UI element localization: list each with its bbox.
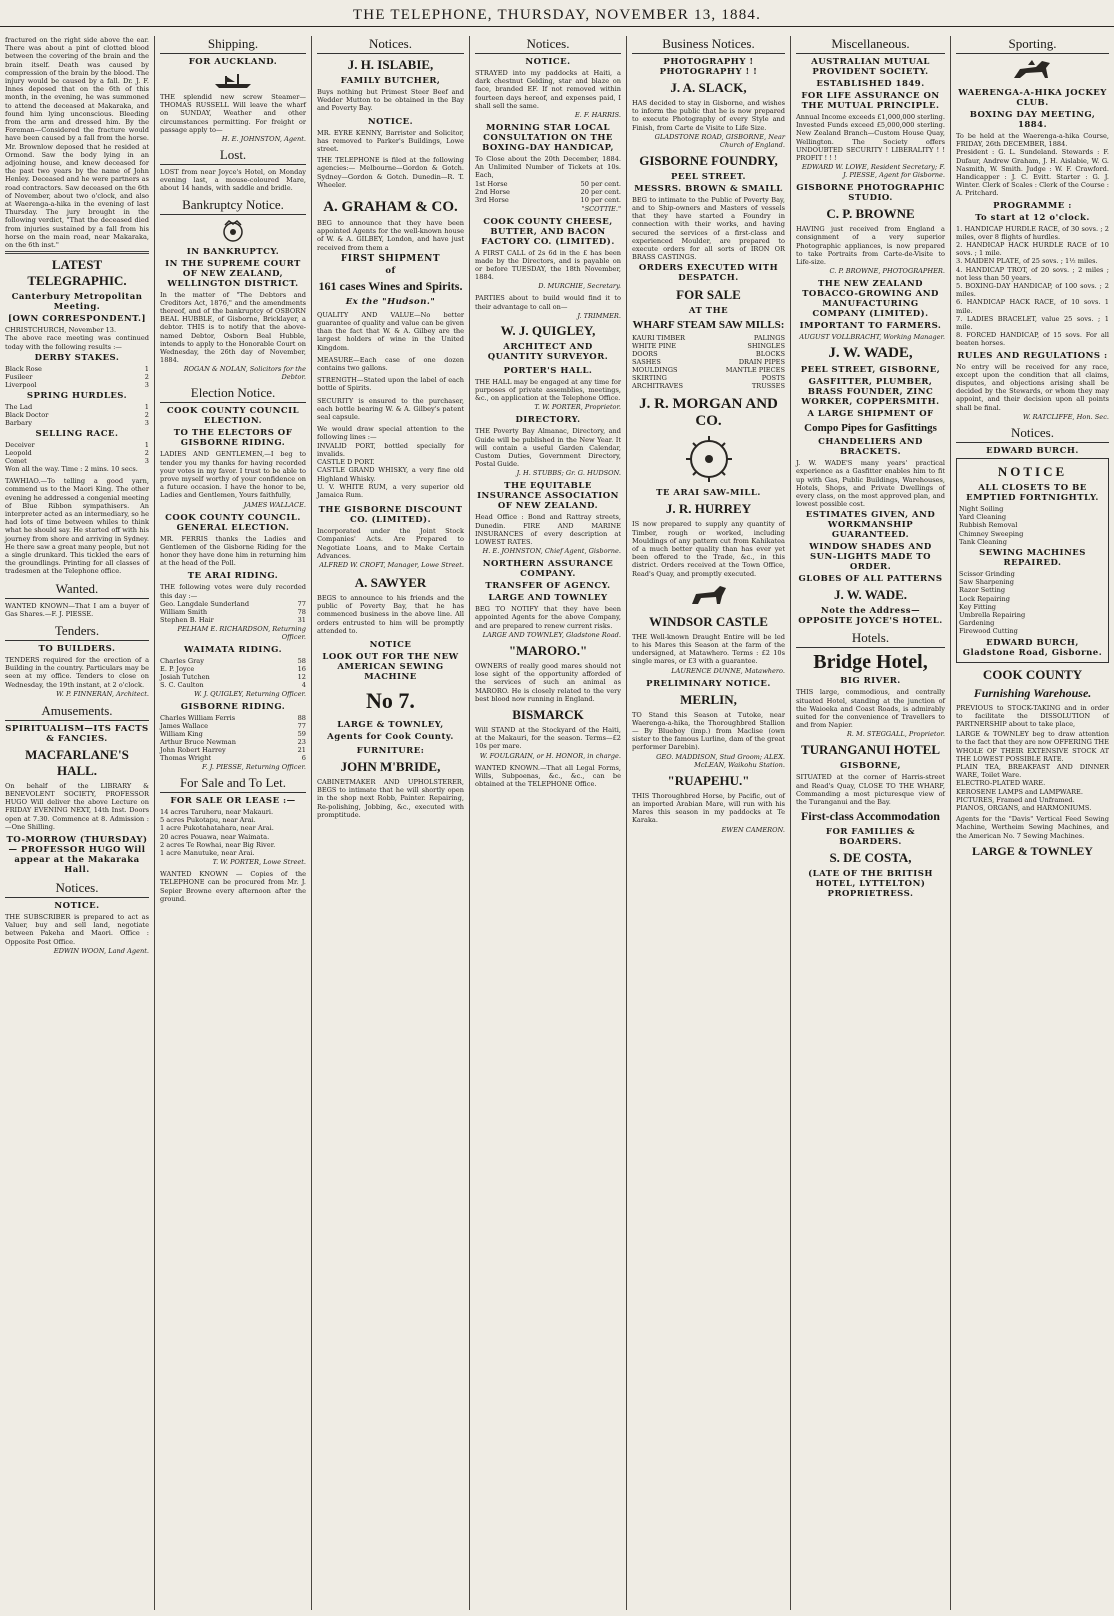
election-title-2: COOK COUNTY COUNCIL. GENERAL ELECTION. <box>165 512 301 533</box>
tobacco-title: THE NEW ZEALAND TOBACCO-GROWING AND MANUFACTURING COMPANY (LIMITED). <box>802 279 939 320</box>
wade-text: J. W. WADE'S many years' practical experience as a Gasfitter enables him to fit up with Gas, Public Buildings, Warehouses, Hotels, Shops, and Private Dwellings of every class, on the most approved plan, and lowest possible cost. <box>796 459 945 509</box>
tenders-signature: W. P. FINNERAN, Architect. <box>56 689 149 698</box>
quigley-subtitle: ARCHITECT AND QUANTITY SURVEYOR. <box>487 341 609 362</box>
tenders-heading: Tenders. <box>5 623 149 641</box>
column-business <box>627 36 791 1610</box>
notices-heading: Notices. <box>475 36 621 54</box>
burch-service: Gardening <box>959 619 995 628</box>
hotels-heading: Hotels. <box>796 630 945 648</box>
discount-text: Incorporated under the Joint Stock Companies' Acts. Are Prepared to Negotiate Loans, and to Make Certain Advances. <box>317 527 464 560</box>
amp-subtitle: FOR LIFE ASSURANCE ON THE MUTUAL PRINCIPLE. <box>801 91 940 111</box>
latest-telegraphic-heading: LATEST TELEGRAPHIC. <box>27 257 127 289</box>
discount-title: THE GISBORNE DISCOUNT CO. (LIMITED). <box>318 505 463 526</box>
equitable-title: THE EQUITABLE INSURANCE ASSOCIATION OF NEW ZEALAND. <box>477 481 619 512</box>
sale-item: 20 acres Pouawa, near Waimata. <box>160 832 270 841</box>
secretary-signature: W. RATCLIFFE, Hon. Sec. <box>1022 412 1109 421</box>
spring-heading: SPRING HURDLES. <box>26 390 128 401</box>
timber-row: DOORS BLOCKS <box>632 350 785 359</box>
spiritualism-title: SPIRITUALISM—ITS FACTS & FANCIES. <box>5 723 149 744</box>
estimates-line: ESTIMATES GIVEN, AND WORKMANSHIP GUARANTEED. <box>805 510 936 541</box>
directory-text: THE Poverty Bay Almanac, Directory, and Guide will be published in the New Year. It will contain a useful Garden Calendar, Custom Duties, Government Directory, Postal Guide. <box>475 427 621 469</box>
first-shipment: FIRST SHIPMENT <box>340 253 441 264</box>
wharf-mills-title: WHARF STEAM SAW MILLS: <box>632 319 785 332</box>
furnishing-title: Furnishing Warehouse. <box>973 685 1092 700</box>
trimmer-text: PARTIES about to build would find it to their advantage to call on— <box>475 294 621 311</box>
mcbride-title: JOHN M'BRIDE, <box>340 758 441 774</box>
sale-item: 1 acre Manutuke, near Arai. <box>160 848 255 857</box>
horse-icon <box>632 582 785 610</box>
porters-title: PORTER'S HALL. <box>503 365 593 376</box>
auckland-title: FOR AUCKLAND. <box>188 57 278 67</box>
tenders-title: TO BUILDERS. <box>38 643 116 654</box>
tenders-text: TENDERS required for the erection of a Building in the country. Particulars may be seen at my office. Tenders to close on Wednesday, the 19th instant, at 2 o'clock. <box>5 655 149 689</box>
royal-crest-icon <box>160 219 306 243</box>
election-text-1: LADIES AND GENTLEMEN,—I beg to tender you my thanks for having recorded your votes in my favor. I trust to be able to prove myself worthy of your confidence on a future occasion. I have the honor to be, Ladies and Gentlemen, Yours faithfully, <box>160 450 306 500</box>
race-entry: 1. HANDICAP HURDLE RACE, of 30 sovs. ; 2 miles, over 8 flights of hurdles. <box>956 224 1109 241</box>
stock-item: PLAIN TEA, BREAKFAST AND DINNER WARE, Toilet Ware. <box>956 762 1109 780</box>
northern-signature: LARGE AND TOWNLEY, Gladstone Road. <box>482 630 621 639</box>
maroro-title: "MARORO." <box>508 642 588 658</box>
election-title-5: GISBORNE RIDING. <box>180 701 286 712</box>
burch-service: Tank Cleaning <box>959 537 1007 546</box>
vote-row: Geo. Langdale Sunderland 77 <box>160 599 306 608</box>
stock-text: PREVIOUS to STOCK-TAKING and in order to facilitate the DISSOLUTION of PARTNERSHIP about to take place, <box>956 703 1109 728</box>
discount-signature: ALFRED W. CROFT, Manager, Lowe Street. <box>319 560 464 569</box>
stock-item: PICTURES, Framed and Unframed. <box>956 795 1075 804</box>
bankruptcy-court: IN THE SUPREME COURT OF NEW ZEALAND, WELLINGTON DISTRICT. <box>165 258 301 289</box>
business-heading: Business Notices. <box>632 36 785 54</box>
rules-text: No entry will be received for any race, except upon the condition that all claims, disputes, and objections arising shall be decided by the Stewards, or whom they may appoint, and their decision upon all points shall be final. <box>956 362 1109 412</box>
turanganui-title: TURANGANUI HOTEL <box>800 742 941 758</box>
racehorse-icon <box>956 58 1109 84</box>
stock-item: ELECTRO-PLATED WARE. <box>956 779 1046 788</box>
turanganui-town: GISBORNE, <box>840 761 901 772</box>
race-entry: 4. HANDICAP TROT, of 20 sovs. ; 2 miles ; not less than 50 years. <box>956 265 1109 282</box>
wade-trades: GASFITTER, PLUMBER, BRASS FOUNDER, ZINC WORKER, COPPERSMITH. <box>801 377 940 408</box>
jockey-club-title: WAERENGA-A-HIKA JOCKEY CLUB. <box>958 88 1107 108</box>
timber-row: MOULDINGS MANTLE PIECES <box>632 366 785 375</box>
ruapehu-title: "RUAPEHU." <box>667 772 750 788</box>
wanted-heading: Wanted. <box>5 581 149 599</box>
sale-item: 14 acres Taruheru, near Makauri. <box>160 807 274 816</box>
vote-row: E. P. Joyce 16 <box>160 664 306 673</box>
result-row: Leopold 2 <box>5 448 149 457</box>
race-entry: 3. MAIDEN PLATE, of 25 sovs. ; 1½ miles. <box>956 257 1098 266</box>
bankruptcy-heading: Bankruptcy Notice. <box>160 197 306 215</box>
prize-row: 3rd Horse 10 per cent. <box>475 195 621 204</box>
dateline: CHRISTCHURCH, November 13. <box>5 326 117 335</box>
start-time: To start at 12 o'clock. <box>975 212 1090 223</box>
sewing-line: SEWING MACHINES REPAIRED. <box>979 547 1086 568</box>
timber-row: WHITE PINE SHINGLES <box>632 342 785 351</box>
saw-blade-icon <box>632 434 785 484</box>
wine-line: CASTLE D PORT. <box>317 458 375 467</box>
result-row: Barbary 3 <box>5 418 149 427</box>
notice-title: NOTICE. <box>54 900 100 911</box>
for-sale-heading: For Sale and To Let. <box>160 775 306 793</box>
preliminary-title: PRELIMINARY NOTICE. <box>646 678 771 689</box>
porters-text: THE HALL may be engaged at any time for purposes of private assemblies, meetings, &c., on application at the Telephone Office. <box>475 377 621 403</box>
election-subtitle-1: TO THE ELECTORS OF GISBORNE RIDING. <box>173 428 293 449</box>
cases-title: 161 cases Wines and Spirits. <box>318 278 463 293</box>
burch-name: EDWARD BURCH. <box>986 445 1079 456</box>
inquest-report: fractured on the right side above the ear. There was about a pint of clotted blood between the covering of the brain and the brain itself. Death was caused by compression of the brain by the blood. The injury would be caused by a fall. Dr. J. F. Innes deposed that on the 6th of this month, in the evening, he was summoned to attend the deceased at Makaraka, and found him lying unconscious. Bleeding from the arm and dressed him. By the Foreman—Considered the fracture would have been caused by a fall from the horse. Mr. Brownlow deposed that he resided at Ormond. Saw the body lying in an adjoining house, and knew deceased for the past two years by the name of John Henley. Deceased and he were partners as road contractors. Saw deceased on the 6th of November, about two o'clock, and also at Waerenga-a-hika in the evening of last Thursday. The jury brought in the following verdict, "That the deceased died from injuries sustained by a fall from his horse on the main road, near Makaraka, on the 6th inst." <box>5 36 149 250</box>
quality-text: QUALITY AND VALUE—No better guarantee of quality and value can be given than the fact that W. & A. Gilbey are the largest holders of wine in the United Kingdom. <box>317 310 464 352</box>
cook-county-title: COOK COUNTY <box>982 666 1083 682</box>
first-class-title: First-class Accommodation <box>801 809 940 824</box>
measure-text: MEASURE—Each case of one dozen contains two gallons. <box>317 355 464 373</box>
election-heading: Election Notice. <box>160 385 306 403</box>
morning-star-title: MORNING STAR LOCAL CONSULTATION ON THE BOXING-DAY HANDICAP, <box>482 123 614 154</box>
column-notices-1 <box>312 36 470 1610</box>
burch-service: Saw Sharpening <box>959 578 1014 587</box>
foundry-street: PEEL STREET. <box>671 171 746 182</box>
vote-row: Charles William Ferris 88 <box>160 713 306 722</box>
northern-title: NORTHERN ASSURANCE COMPANY. <box>482 559 614 580</box>
sawyer-title: A. SAWYER <box>354 574 427 590</box>
cheese-title: COOK COUNTY CHEESE, BUTTER, AND BACON FACTORY CO. (LIMITED). <box>481 216 615 247</box>
vote-row: James Wallace 77 <box>160 721 306 730</box>
notices-heading: Notices. <box>317 36 464 54</box>
notice-text: THE SUBSCRIBER is prepared to act as Valuer, buy and sell land, negotiate between Pakeha and Maori. Office : Opposite Post Office. <box>5 912 149 946</box>
held-line: To be held at the Waerenga-a-hika Course, FRIDAY, 26th DECEMBER, 1884. <box>956 132 1109 149</box>
notices-heading: Notices. <box>956 425 1109 443</box>
large-townley-footer: LARGE & TOWNLEY <box>972 843 1093 858</box>
column-miscellaneous <box>791 36 951 1610</box>
bridge-hotel-title: Bridge Hotel, <box>813 651 928 674</box>
quigley-title: W. J. QUIGLEY, <box>500 322 596 338</box>
tawhiao-article: TAWHIAO.—To telling a good yarn, commend us to the Maori King. The other evening he addressed a congenial meeting of Blue Ribbon sympathisers. An interpreter acted as an intermediary, so he had lots of time between whiles to think what he should say. He started off with his journey from shore and arriving in Sydney. He there saw a great many people, but not a single drunkard. This tickled the ears of the groundlings. Printing for all classes of tradesmen at the Telephone office. <box>5 477 149 576</box>
closets-line: ALL CLOSETS TO BE EMPTIED FORTNIGHTLY. <box>966 482 1099 503</box>
burch-service: Razor Setting <box>959 586 1006 595</box>
merlin-title: MERLIN, <box>680 691 737 707</box>
slack-text: HAS decided to stay in Gisborne, and wishes to inform the public that he is now prepared to execute Photography of every Style and Finish, from Carte de Visite to Life Size. <box>632 99 785 132</box>
amp-title: AUSTRALIAN MUTUAL PROVIDENT SOCIETY. <box>811 57 930 77</box>
tomorrow-notice: TO-MORROW (THURSDAY)— PROFESSOR HUGO Will appear at the Makaraka Hall. <box>6 834 148 875</box>
result-row: Deceiver 1 <box>5 440 149 449</box>
sawyer-text: BEGS to announce to his friends and the public of Poverty Bay, that he has commenced business in the above line. All orders entrusted to him will be promptly attended to. <box>317 593 464 635</box>
turanganui-text: SITUATED at the corner of Harris-street and Read's Quay, CLOSE TO THE WHARF, Commanding a most picturesque view of the Turanganui and the Bay. <box>796 773 945 807</box>
costa-title: S. DE COSTA, <box>829 850 912 866</box>
race-entry: 7. LADIES BRACELET, value 25 sovs. ; 1 mile. <box>956 314 1109 332</box>
big-river: BIG RIVER. <box>840 676 901 687</box>
amp-text: Annual Income exceeds £1,000,000 sterling. Invested Funds exceed £5,000,000 sterling. New Zealand Branch—Custom House Quay, Wellington. The Society offers UNDOUBTED SECURITY ! LIBERALITY ! ! PROFIT ! ! ! <box>796 113 945 163</box>
race-entry: 8. FORCED HANDICAP, of 15 sovs. For all beaten horses. <box>956 331 1109 348</box>
election-title-1: COOK COUNTY COUNCIL ELECTION. <box>166 406 300 427</box>
result-row: The Lad 1 <box>5 402 149 411</box>
result-row: Black Doctor 2 <box>5 410 149 419</box>
notice-big: NOTICE <box>997 463 1068 479</box>
burch-service: Night Soiling <box>959 504 1004 513</box>
derby-heading: DERBY STAKES. <box>34 352 120 363</box>
shipping-heading: Shipping. <box>160 36 306 54</box>
strayed-text: STRAYED into my paddocks at Haiti, a dark chestnut Gelding, star and blaze on face, branded EF. If not removed within fourteen days hereof, and expenses paid, I shall sell the same. <box>475 69 621 110</box>
costa-subtitle: (LATE OF THE BRITISH HOTEL, LYTTELTON) PROPRIETRESS. <box>808 869 933 900</box>
slack-title: J. A. SLACK, <box>670 80 747 95</box>
amusements-heading: Amusements. <box>5 703 149 721</box>
northern-text: BEG TO NOTIFY that they have been appointed Agents for the above Company, and are prepared to renew current risks. <box>475 605 621 630</box>
officials-text: President : G. L. Sundeland. Stewards : F. Dufaur, Andrew Graham, J. H. Aislabie, W. G. Nasmith, W. Smith. Judge : W. F. Crawford. Handicapper : J. C. Evitt. Starter : G. J. Winter. Clerk of Scales : Clerk of the Course : A. Pritchard. <box>956 148 1109 198</box>
notice-title: NOTICE. <box>525 57 571 67</box>
notices-heading: Notices. <box>5 880 149 898</box>
lookout-text: LOOK OUT FOR THE NEW AMERICAN SEWING MACHINE <box>322 651 459 682</box>
merlin-text: TO Stand this Season at Tutoke, near Waerenga-a-hika, the Thoroughbred Stallion— By Blueboy (imp.) from Maclise (own sister to the famous Lurline, dam of the great performer Darebin). <box>632 710 785 752</box>
wanted-copies: WANTED KNOWN — Copies of the TELEPHONE can be procured from Mr. J. Sepier Browne every afternoon after the ground. <box>160 870 306 903</box>
wine-line: U. V. WHITE RUM, a very superior old Jamaica Rum. <box>317 482 464 499</box>
election-title-3: TE ARAI RIDING. <box>187 571 279 582</box>
islabie-title: J. H. ISLABIE, <box>347 57 434 72</box>
result-row: Liverpool 3 <box>5 380 149 389</box>
notice-title: NOTICE <box>369 639 412 650</box>
election-signature-4: W. J. QUIGLEY, Returning Officer. <box>194 689 306 698</box>
lost-text: LOST from near Joyce's Hotel, on Monday evening last, a mouse-coloured Mare, about 14 hands, with saddle and bridle. <box>160 168 306 193</box>
timber-row: ARCHITRAVES TRUSSES <box>632 382 785 391</box>
established-line: ESTABLISHED 1849. <box>816 79 925 89</box>
hall-title: MACFARLANE'S HALL. <box>25 746 129 778</box>
programme-title: PROGRAMME : <box>993 200 1072 211</box>
burch-service: Yard Cleaning <box>959 513 1007 522</box>
vote-row: Charles Gray 58 <box>160 656 306 665</box>
slack-signature: GLADSTONE ROAD, GISBORNE, Near Church of England. <box>654 132 785 149</box>
masthead: THE TELEPHONE, THURSDAY, NOVEMBER 13, 1884. <box>0 0 1114 27</box>
transfer-title: TRANSFER OF AGENCY. <box>485 581 611 592</box>
bismarck-signature: W. FOULGRAIN, or H. HONOR, in charge. <box>479 751 621 760</box>
race-entry: 5. BOXING-DAY HANDICAP, of 100 sovs. ; 2 miles. <box>956 282 1109 299</box>
burch-service: Scissor Grinding <box>959 569 1015 578</box>
browne-title: C. P. BROWNE <box>826 206 915 222</box>
large-townley: LARGE AND TOWNLEY <box>488 593 608 604</box>
chandeliers: CHANDELIERS AND BRACKETS. <box>818 437 923 458</box>
browne-text: HAVING just received from England a consignment of a very superior Photographic appliances, is now prepared to take Portraits from Carte-de-Visite to Life-size. <box>796 225 945 267</box>
foundry-title: GISBORNE FOUNDRY, <box>639 152 778 168</box>
graham-text: BEG to announce that they have been appointed Agents for the well-known house of W. & A. GILBEY, London, and have just received from them a <box>317 219 464 252</box>
lost-heading: Lost. <box>160 147 306 165</box>
globes-line: GLOBES OF ALL PATTERNS <box>798 574 943 585</box>
large-townley: LARGE & TOWNLEY, <box>337 719 444 730</box>
election-signature-5: F. J. PIESSE, Returning Officer. <box>202 762 306 771</box>
timber-row: SKIRTING POSTS <box>632 374 785 383</box>
photography-title: PHOTOGRAPHY ! PHOTOGRAPHY ! ! <box>659 57 758 77</box>
vote-row: Stephen B. Hair 31 <box>160 615 306 624</box>
won-line: Won all the way. Time : 2 mins. 10 secs. <box>5 464 138 473</box>
equitable-text: Head Office : Bond and Rattray streets, Dunedin. FIRE AND MARINE INSURANCES of every description at LOWEST RATES. <box>475 513 621 547</box>
cheese-signature: D. MURCHIE, Secretary. <box>538 282 621 291</box>
windsor-signature: LAURENCE DUNNE, Matawhero. <box>671 666 785 675</box>
browne-signature: C. P. BROWNE, PHOTOGRAPHER. <box>829 267 945 276</box>
of-label: of <box>385 265 396 276</box>
agents-line: Agents for Cook County. <box>327 731 454 742</box>
ruapehu-signature: EWEN CAMERON. <box>721 825 785 834</box>
timber-row: KAURI TIMBER PALINGS <box>632 334 785 343</box>
families-line: FOR FAMILIES & BOARDERS. <box>825 827 916 848</box>
telephone-filed: THE TELEPHONE is filed at the following agencies:— Melbourne—Gordon & Gotch. Sydney—Gordon & Gotch. Dunedin—R. T. Wheeler. <box>317 156 464 189</box>
photo-studio-title: GISBORNE PHOTOGRAPHIC STUDIO. <box>796 183 945 204</box>
stock-item: PIANOS, ORGANS, and HARMONIUMS. <box>956 803 1092 812</box>
burch-box <box>956 458 1109 663</box>
equitable-signature: H. E. JOHNSTON, Chief Agent, Gisborne. <box>482 547 621 556</box>
vote-row: Thomas Wright 6 <box>160 753 306 762</box>
burch-service: Chimney Sweeping <box>959 529 1024 538</box>
amp-signature: EDWARD W. LOWE, Resident Secretary; F. J. PIESSE, Agent for Gisborne. <box>801 163 945 180</box>
sewing-agents-text: Agents for the "Davis" Vertical Feed Sewing Machine, Wertheim Sewing Machines, and the American No. 7 Sewing Machines. <box>956 815 1109 840</box>
sale-title: FOR SALE OR LEASE :— <box>170 795 296 806</box>
windsor-text: THE Well-known Draught Entire will be led to his Mares this Season at the farm of the undersigned, at Matawhero. Terms : £2 10s single mares, or £3 with a guarantee. <box>632 632 785 666</box>
graham-title: A. GRAHAM & CO. <box>323 199 458 216</box>
strayed-signature: E. F. HARRIS. <box>574 111 621 120</box>
bankruptcy-title: IN BANKRUPTCY. <box>186 246 280 257</box>
election-title-4: WAIMATA RIDING. <box>183 644 283 655</box>
race-entry: 2. HANDICAP HACK HURDLE RACE of 10 sovs. ; 1 mile. <box>956 241 1109 258</box>
trimmer-signature: J. TRIMMER. <box>577 311 621 320</box>
notice-title: NOTICE. <box>367 116 414 127</box>
race-entry: 6. HANDICAP HACK RACE, of 10 sovs. 1 mile. <box>956 298 1109 315</box>
ship-icon <box>160 71 306 89</box>
result-row: Comet 3 <box>5 456 149 465</box>
race-intro: The above race meeting was continued today with the following results :— <box>5 334 149 351</box>
timber-row: SASHES DRAIN PIPES <box>632 358 785 367</box>
wade-signature: J. W. WADE. <box>833 587 908 603</box>
at-the: AT THE <box>688 306 729 317</box>
election-signature-1: JAMES WALLACE. <box>243 500 306 509</box>
vote-row: William King 59 <box>160 729 306 738</box>
prize-row: 1st Horse 50 per cent. <box>475 179 621 188</box>
morgan-title: J. R. MORGAN AND CO. <box>639 396 778 430</box>
wine-line: INVALID PORT, bottled specially for invalids. <box>317 441 464 458</box>
number-seven: No 7. <box>366 687 415 713</box>
prize-row: 2nd Horse 20 per cent. <box>475 187 621 196</box>
window-shades: WINDOW SHADES AND SUN-LIGHTS MADE TO ORDER. <box>809 542 932 573</box>
brown-smaill: MESSRS. BROWN & SMAILL <box>634 183 783 194</box>
hurrey-text: IS now prepared to supply any quantity of Timber, rough or worked, including Mouldings of any pattern cut from Kahikatea of a much better quality than has ever yet been offered to the Trade, &c., in this district. Orders received at the Town Office, Read's Quay, and promptly executed. <box>632 520 785 578</box>
windsor-title: WINDSOR CASTLE <box>649 613 768 629</box>
bridge-text: THIS large, commodious, and centrally situated Hotel, standing at the junction of the Waioeka and Coast Roads, is admirably suited for the convenience of Travellers to and from Napier. <box>796 688 945 730</box>
sale-item: 1 acre Pukotahatahara, near Arai. <box>160 824 274 833</box>
mcbride-text: CABINETMAKER AND UPHOLSTERER, BEGS to intimate that he will shortly open in the shop next Robb, Painter. Repairing, Re-polishing, Jobbing, &c., executed with promptitude. <box>317 777 464 819</box>
tobacco-signature: AUGUST VOLLBRACHT, Working Manager. <box>799 333 945 342</box>
strength-text: STRENGTH—Stated upon the label of each bottle of Spirits. <box>317 376 464 393</box>
miscellaneous-heading: Miscellaneous. <box>796 36 945 54</box>
tearai-title: TE ARAI SAW-MILL. <box>656 488 761 499</box>
compo-pipes: Compo Pipes for Gasfittings <box>804 422 937 435</box>
burch-signature: EDWARD BURCH, Gladstone Road, Gisborne. <box>962 637 1103 658</box>
election-signature-3: PELHAM E. RICHARDSON, Returning Officer. <box>177 624 306 641</box>
sporting-heading: Sporting. <box>956 36 1109 54</box>
important-farmers: IMPORTANT TO FARMERS. <box>799 321 942 332</box>
boxing-meeting: BOXING DAY MEETING, 1884. <box>969 110 1096 130</box>
morning-star-text: To Close about the 20th December, 1884. An Unlimited Number of Tickets at 10s. Each, <box>475 155 621 180</box>
wade-title: J. W. WADE, <box>828 345 913 362</box>
column-notices-2 <box>470 36 627 1610</box>
hurrey-title: J. R. HURREY <box>665 501 752 517</box>
vote-row: Arthur Bruce Newman 23 <box>160 737 306 746</box>
vote-row: William Smith 78 <box>160 607 306 616</box>
sale-signature: T. W. PORTER, Lowe Street. <box>212 858 306 867</box>
vote-row: S. C. Caulton 4 <box>160 680 306 689</box>
ruapehu-text: THIS Thoroughbred Horse, by Pacific, out of an imported Arabian Mare, will run with his Mares this season in my paddocks at Te Karaka. <box>632 791 785 825</box>
election-text-3: THE following votes were duly recorded this day :— <box>160 583 306 600</box>
stock-item: KEROSENE LAMPS and LAMPWARE. <box>956 787 1083 796</box>
burch-service: Rubbish Removal <box>959 521 1018 530</box>
orders-despatch: ORDERS EXECUTED WITH DESPATCH. <box>638 263 779 284</box>
cheese-text: A FIRST CALL of 2s 6d in the £ has been made by the Directors, and is payable on or before TUESDAY, the 18th November, 1884. <box>475 248 621 282</box>
foundry-text: BEG to intimate to the Public of Poverty Bay, and to Ship-owners and Masters of vessels that they have started a Foundry in connection with their works, and having secured the services of a first-class and experienced Moulder, are prepared to execute orders for all sorts of IRON OR BRASS CASTINGS. <box>632 195 785 262</box>
islabie-subtitle: FAMILY BUTCHER, <box>340 76 441 86</box>
islabie-text: Buys nothing but Primest Steer Beef and Wedder Mutton to be obtained in the Bay and Poverty Bay. <box>317 88 464 113</box>
election-text-2: MR. FERRIS thanks the Ladies and Gentlemen of the Gisborne Riding for the honor they have done him in returning him at the head of the Poll. <box>160 534 306 568</box>
for-sale-title: FOR SALE <box>676 287 741 303</box>
bridge-signature: R. M. STEGGALL, Proprietor. <box>846 730 945 739</box>
maroro-text: OWNERS of really good mares should not lose sight of the opportunity afforded of the services of such an animal as MARORO. He is closely related to the very best blood now running in England. <box>475 661 621 703</box>
wade-address: Note the Address— OPPOSITE JOYCE'S HOTEL. <box>798 606 943 627</box>
result-row: Fusileer 2 <box>5 372 149 381</box>
draw-text: We would draw special attention to the following lines :— <box>317 425 464 442</box>
furniture-title: FURNITURE: <box>356 745 425 756</box>
wanted-text: WANTED KNOWN—That I am a buyer of Gas Shares.—F. J. PIESSE. <box>5 601 149 618</box>
selling-heading: SELLING RACE. <box>35 428 119 439</box>
own-correspondent: [OWN CORRESPONDENT.] <box>7 314 146 325</box>
result-row: Black Rose 1 <box>5 364 149 373</box>
sale-item: 2 acres Te Rowhai, near Big River. <box>160 840 276 849</box>
bismarck-text: Will STAND at the Stockyard of the Haiti, at the Makauri, for the season. Terms—£2 10s per mare. <box>475 725 621 751</box>
sale-item: 5 acres Pukotapu, near Arai. <box>160 816 256 825</box>
bismarck-title: BISMARCK <box>512 706 584 722</box>
legal-forms-text: WANTED KNOWN.—That all Legal Forms, Wills, Subpoenas, &c., &c., can be obtained at the TELEPHONE Office. <box>475 763 621 788</box>
rules-title: RULES AND REGULATIONS : <box>957 350 1108 361</box>
morning-star-signature: "SCOTTIE." <box>581 204 621 213</box>
vote-row: John Robert Harrey 21 <box>160 745 306 754</box>
hall-text: On behalf of the LIBRARY & BENEVOLENT SOCIETY, PROFESSOR HUGO Will deliver the above Lecture on FRIDAY EVENING NEXT, 14th Inst. Doors open at 7.30. Commence at 8. Admission :—One Shilling. <box>5 781 149 831</box>
bankruptcy-signature: ROGAN & NOLAN, Solicitors for the Debtor. <box>183 365 306 382</box>
burch-service: Umbrella Repairing <box>959 610 1026 619</box>
bankruptcy-text: In the matter of "The Debtors and Creditors Act, 1876," and the amendments thereof, and of the bankruptcy of OSBORN BEAL HUBBLE, of Gisborne, Bricklayer, a debtor. THIS is to notify that the above-named Debtor, Osborn Beal Hubble, intends to apply to the Honorable Court on Wednesday, the 26th day of November, 1884. <box>160 290 306 365</box>
ex-hudson: Ex the "Hudson." <box>345 296 436 307</box>
wade-street: PEEL STREET, GISBORNE, <box>800 365 941 376</box>
security-text: SECURITY is ensured to the purchaser, each bottle bearing W. & A. Gilbey's patent seal capsule. <box>317 396 464 422</box>
porters-signature: T. W. PORTER, Proprietor. <box>534 403 621 412</box>
column-news <box>0 36 155 1610</box>
ship-text: THE splendid new screw Steamer— THOMAS RUSSELL Will leave the wharf on SUNDAY, Weather and other circumstances permitting. For freight or passage apply to— <box>160 93 306 134</box>
burch-service: Lock Repairing <box>959 594 1010 603</box>
column-sporting <box>951 36 1114 1610</box>
ship-signature: H. E. JOHNSTON, Agent. <box>221 135 306 144</box>
kenny-notice: MR. EYRE KENNY, Barrister and Solicitor, has removed to Parker's Buildings, Lowe street. <box>317 128 464 154</box>
large-shipment: A LARGE SHIPMENT OF <box>807 409 934 420</box>
burch-service: Firewood Cutting <box>959 627 1018 636</box>
wine-line: CASTLE GRAND WHISKY, a very fine old Highland Whisky. <box>317 466 464 483</box>
vote-row: Josiah Tutchen 12 <box>160 672 306 681</box>
directory-signature: J. H. STUBBS; Gr. G. HUDSON. <box>516 469 621 478</box>
column-shipping <box>155 36 312 1610</box>
meeting-heading: Canterbury Metropolitan Meeting. <box>11 292 143 313</box>
merlin-signature: GEO. MADDISON, Stud Groom; ALEX. McLEAN, Waikohu Station. <box>656 752 785 769</box>
offering-text: LARGE & TOWNLEY beg to draw attention to the fact that they are now OFFERING THE WHOLE OF THEIR EXTENSIVE STOCK AT THE LOWEST POSSIBLE RATE. <box>956 730 1109 763</box>
burch-service: Key Fitting <box>959 602 997 611</box>
notice-signature: EDWIN WOON, Land Agent. <box>53 946 149 955</box>
directory-title: DIRECTORY. <box>515 415 581 426</box>
